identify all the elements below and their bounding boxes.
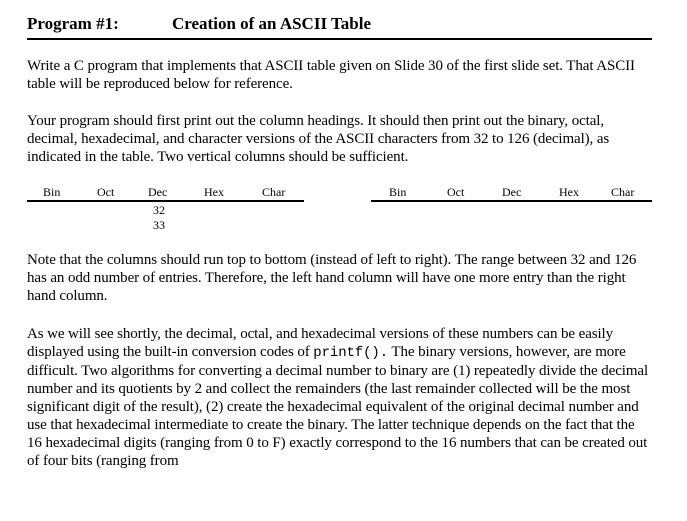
right-col-bin: Bin xyxy=(389,185,407,199)
table-cell-dec: 33 xyxy=(153,218,165,232)
printf-code: printf(). xyxy=(313,345,389,361)
program-header xyxy=(27,14,652,40)
dec-values-column xyxy=(147,203,171,233)
right-col-char: Char xyxy=(611,185,635,199)
left-col-bin: Bin xyxy=(43,185,61,199)
paragraph-instructions: Your program should first print out the column headings. It should then print out the binary, octal, decimal, hexadecimal, and character versions of the ASCII characters from 32 to 126 (decimal), as indicated in the table. Two vertical columns should be sufficient. xyxy=(27,113,610,165)
right-col-hex: Hex xyxy=(559,185,579,199)
ascii-table-left-header xyxy=(27,184,304,202)
ascii-table-right-header xyxy=(371,184,652,202)
conversion-text-start: As we will see shortly, the decimal, octal, and hexadecimal versions of these numbers can be easily displayed using the built-in conversion codes of xyxy=(27,326,614,360)
program-number: Program #1: xyxy=(27,14,119,33)
paragraph-conversion xyxy=(27,325,652,470)
left-col-hex: Hex xyxy=(204,185,224,199)
left-col-char: Char xyxy=(262,185,286,199)
left-col-oct: Oct xyxy=(97,185,115,199)
program-title: Creation of an ASCII Table xyxy=(172,14,372,33)
paragraph-column-note: Note that the columns should run top to bottom (instead of left to right). The range between 32 and 126 has an odd number of entries. Therefore, the left hand column will have one more entry than the right hand column. xyxy=(27,252,637,304)
right-col-oct: Oct xyxy=(447,185,465,199)
table-cell-dec: 32 xyxy=(153,203,165,217)
left-col-dec: Dec xyxy=(148,185,168,199)
conversion-text-rest: The binary versions, however, are more difficult. Two algorithms for converting a decimal number to binary are (1) repeatedly divide the decimal number and its quotients by 2 and collect the remainders (the last remainder collected will be the most significant digit of the result), (2) create the hexadecimal equivalent of the original decimal number and use that hexadecimal intermediate to create the binary. The latter technique depends on the fact that the 16 hexadecimal digits (ranging from 0 to F) exactly correspond to the 16 numbers that can be created out of four bits (ranging from xyxy=(27,344,649,469)
paragraph-intro: Write a C program that implements that ASCII table given on Slide 30 of the first slide set. That ASCII table will be reproduced below for reference. xyxy=(27,58,635,92)
right-col-dec: Dec xyxy=(502,185,522,199)
